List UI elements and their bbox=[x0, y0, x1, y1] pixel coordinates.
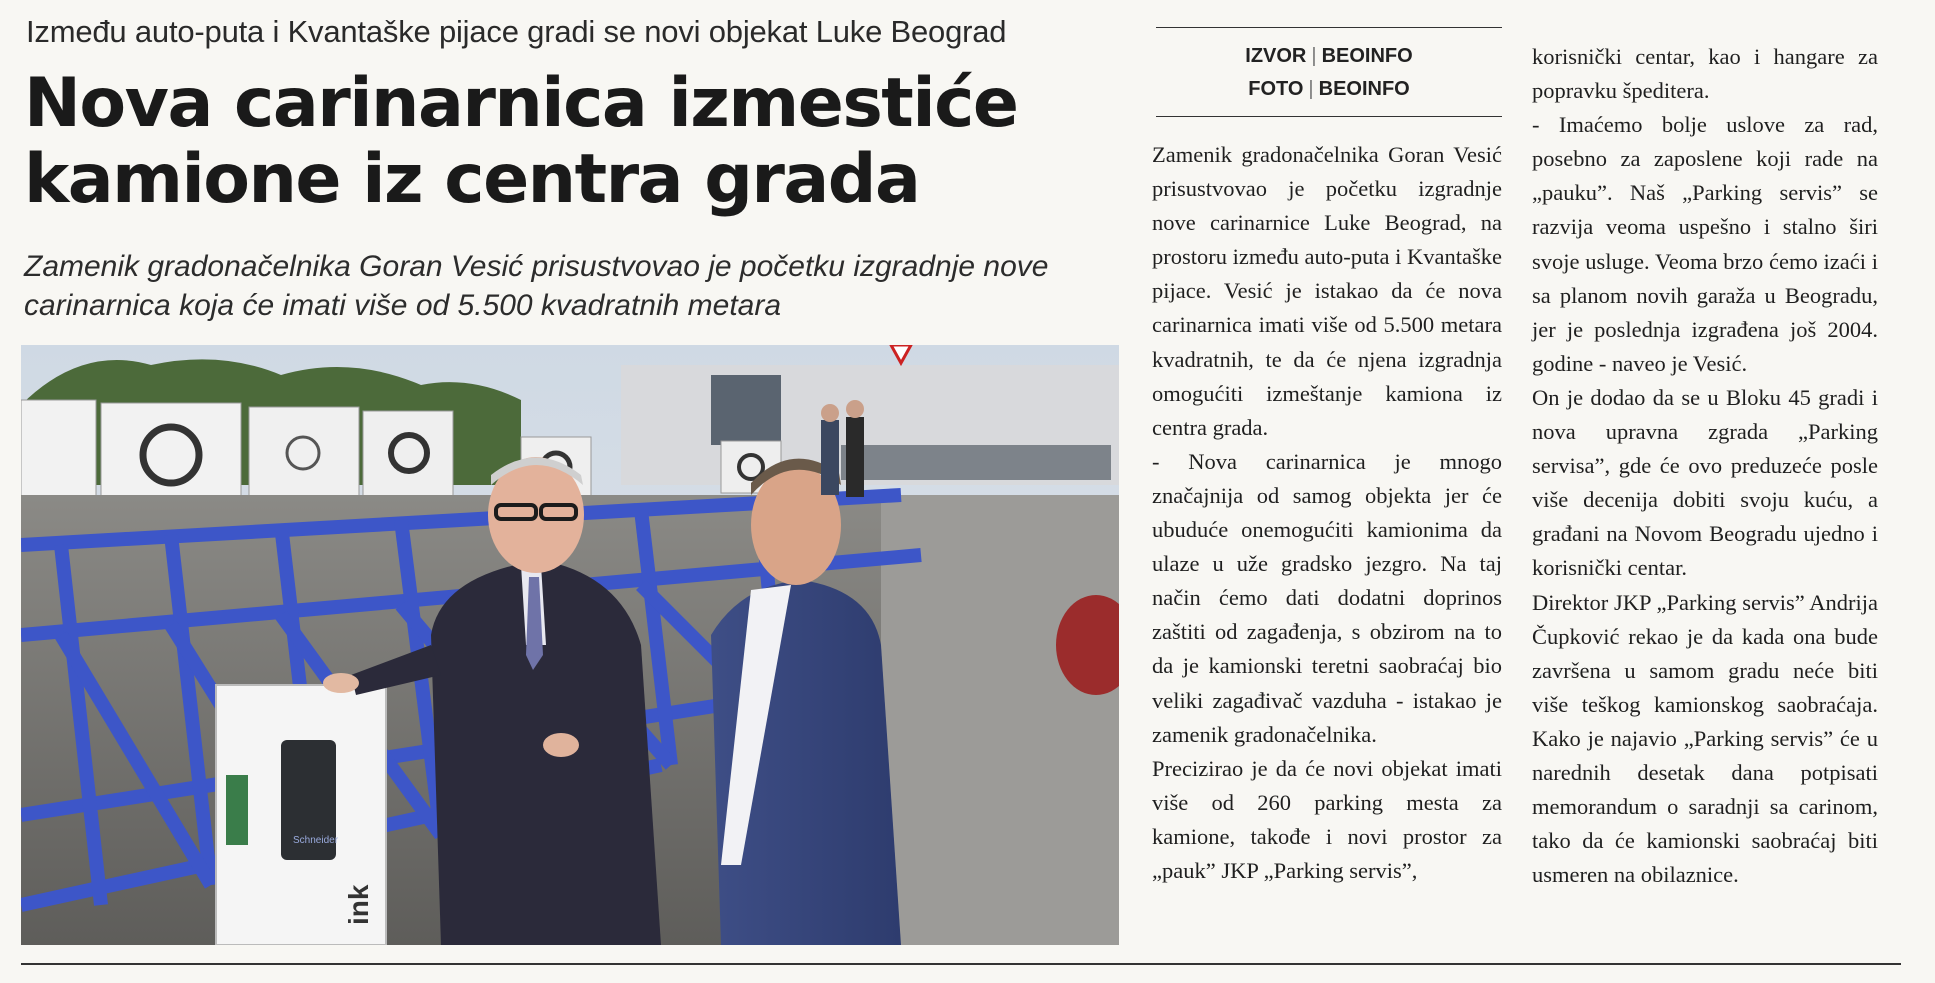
body-column-2 bbox=[1532, 40, 1878, 892]
body-paragraph: Zamenik gradonačelnika Goran Vesić prisustvovao je početku izgradnje nove carinarnice Luke Beograd, na prostoru između auto-puta i Kvantaške pijace. Vesić je istakao da će nova carinarnica imati više od 5.500 metara kvadratnih, te da će njena izgradnja omogućiti izmeštanje kamiona iz centra grada. bbox=[1152, 142, 1502, 440]
lead-line-1: Zamenik gradonačelnika Goran Vesić prisustvovao je početku izgradnje nove bbox=[24, 250, 1049, 283]
body-paragraph: korisnički centar, kao i hangare za popravku špeditera. bbox=[1532, 44, 1878, 104]
article-photo bbox=[21, 345, 1119, 945]
credit-source: IZVOR | BEOINFO bbox=[1245, 45, 1413, 67]
credit-source-value: BEOINFO bbox=[1321, 45, 1413, 67]
headline-line-1: Nova carinarnica izmestiće bbox=[24, 64, 1018, 143]
article-kicker: Između auto-puta i Kvantaške pijace gradi se novi objekat Luke Beograd bbox=[26, 14, 1007, 49]
body-paragraph: On je dodao da se u Bloku 45 gradi i nova upravna zgrada „Parking servisa”, gde će ovo preduzeće posle više decenija dobiti svoju kuću, a građani na Novom Beogradu ujedno i korisnički centar. bbox=[1532, 384, 1878, 581]
article-lead bbox=[24, 247, 1124, 325]
article-headline bbox=[24, 66, 1104, 218]
body-paragraph: - Nova carinarnica je mnogo značajnija od samog objekta jer će ubuduće onemogućiti kamionima da ulaze u uže gradsko jezgro. Na taj način ćemo dati dodatni doprinos zaštiti od zagađenja, s obzirom na to da je kamionski teretni saobraćaj bio veliki zagađivač vazduha - istakao je zamenik gradonačelnika. bbox=[1152, 448, 1502, 747]
body-column-1 bbox=[1152, 138, 1502, 888]
body-paragraph: Precizirao je da će novi objekat imati više od 260 parking mesta za kamione, takođe i novi prostor za „pauk” JKP „Parking servis”, bbox=[1152, 755, 1502, 883]
credit-photo-value: BEOINFO bbox=[1318, 78, 1410, 100]
bottom-rule bbox=[21, 963, 1901, 965]
credit-photo-label: FOTO bbox=[1248, 78, 1304, 100]
photo-credits bbox=[1156, 27, 1502, 117]
photo-illustration bbox=[21, 345, 1119, 945]
body-paragraph: Direktor JKP „Parking servis” Andrija Čupković rekao je da kada ona bude završena u samom gradu neće biti više teškog kamionskog saobraćaja. Kako je najavio „Parking servis” će u narednih desetak dana potpisati memorandum o saradnji sa carinom, tako da će kamionski saobraćaj biti usmeren na obilaznice. bbox=[1532, 589, 1878, 888]
body-paragraph: - Imaćemo bolje uslove za rad, posebno za zaposlene koji rade na „pauku”. Naš „Parking servis” se razvija veoma uspešno i stalno širi svoje usluge. Veoma brzo ćemo izaći i sa planom novih garaža u Beogradu, jer je poslednja izgrađena još 2004. godine - naveo je Vesić. bbox=[1532, 112, 1878, 376]
stand-side-text: ink bbox=[343, 884, 374, 925]
credit-photo: FOTO | BEOINFO bbox=[1248, 78, 1410, 100]
lead-line-2: carinarnica koja će imati više od 5.500 kvadratnih metara bbox=[24, 289, 782, 322]
stand-brand-label: Schneider bbox=[293, 835, 339, 846]
headline-line-2: kamione iz centra grada bbox=[24, 140, 920, 219]
credit-source-label: IZVOR bbox=[1245, 45, 1307, 67]
